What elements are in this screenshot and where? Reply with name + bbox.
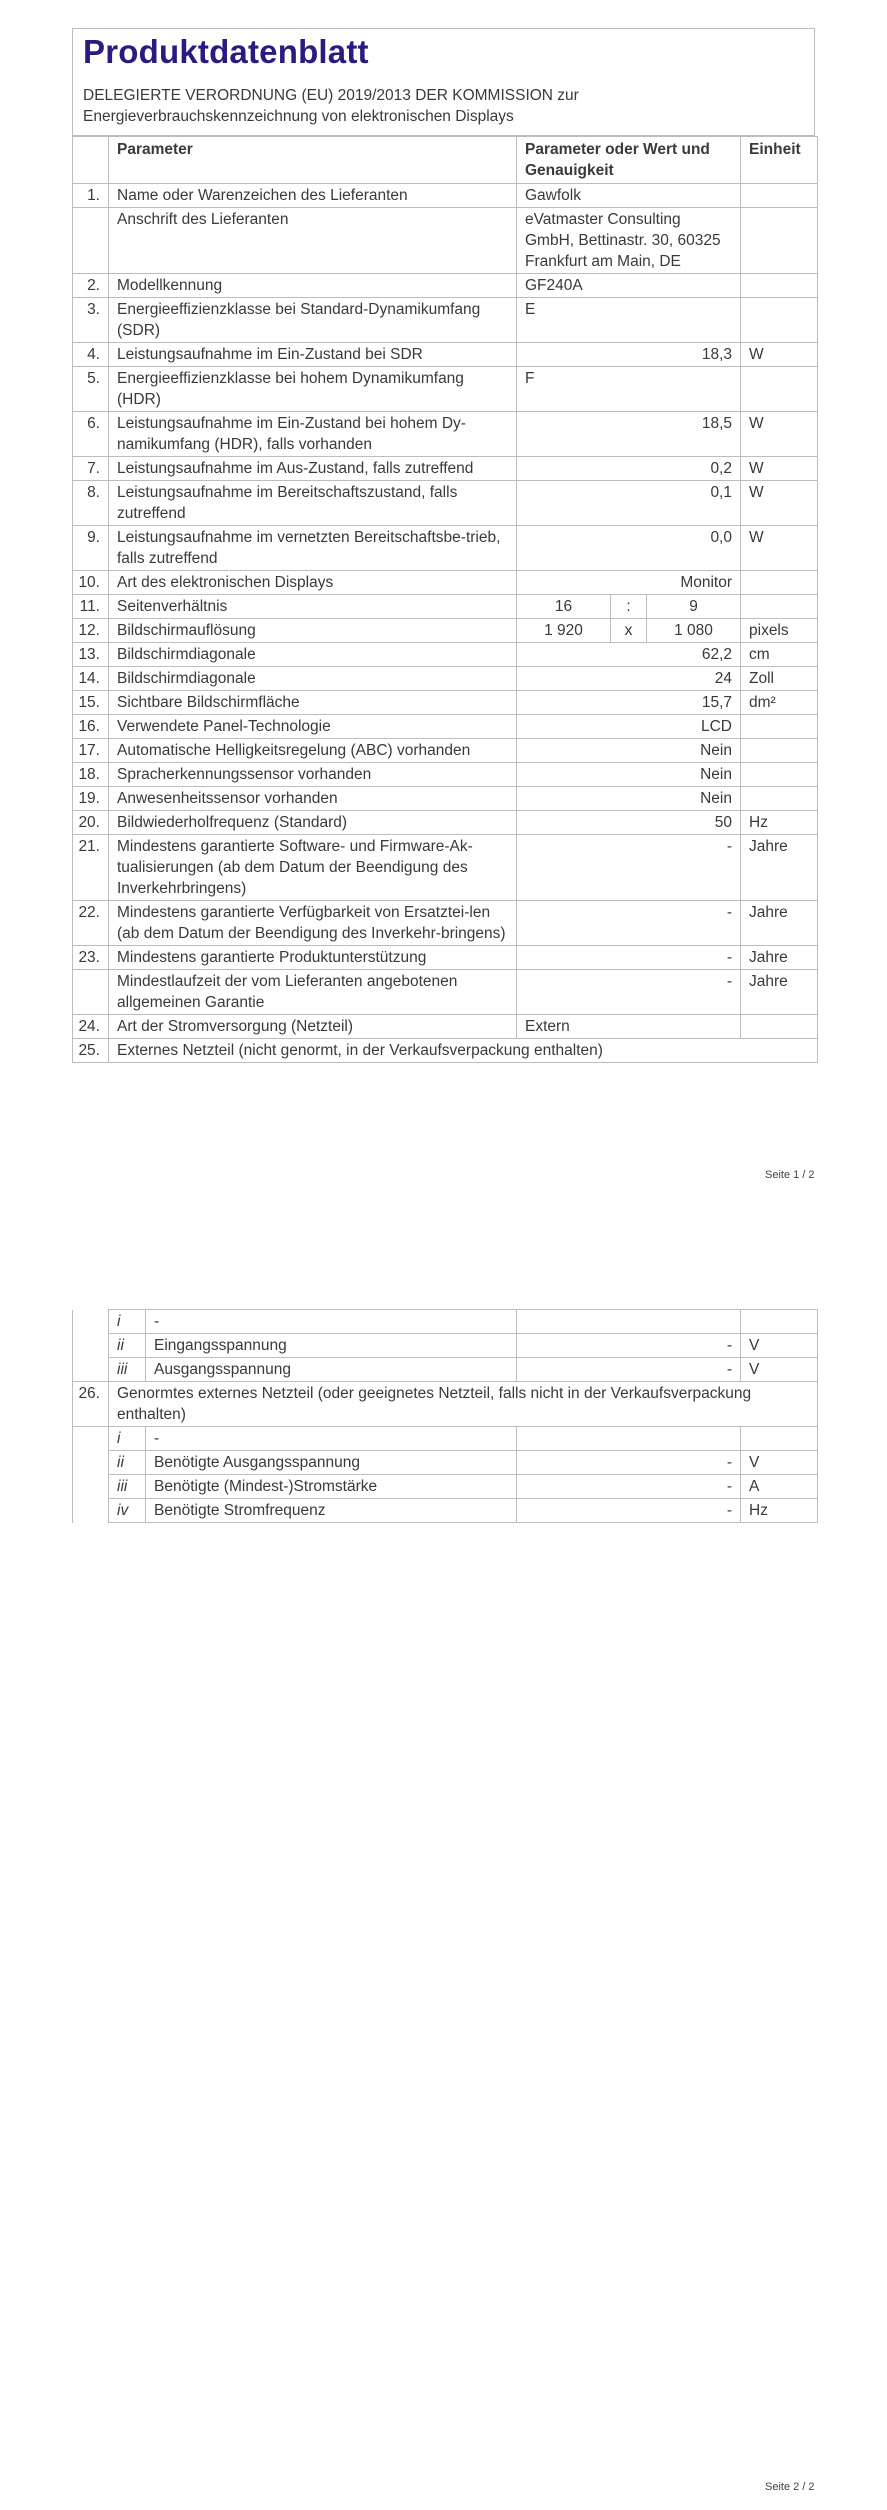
table-row	[73, 763, 818, 787]
table-row	[73, 274, 818, 298]
table-row	[73, 571, 818, 595]
row-number: 20.	[73, 811, 109, 835]
table-row	[73, 835, 818, 901]
sub-index: i	[109, 1427, 146, 1451]
row-parameter: Verwendete Panel-Technologie	[109, 715, 517, 739]
row-number: 5.	[73, 367, 109, 412]
sub-row	[73, 1499, 818, 1523]
row-unit: Jahre	[741, 835, 818, 901]
sub-index: iv	[109, 1499, 146, 1523]
row-number	[73, 1358, 109, 1382]
row-unit	[741, 184, 818, 208]
table-row	[73, 715, 818, 739]
table-header-row	[73, 137, 818, 184]
table-row	[73, 1382, 818, 1427]
row-value: Nein	[517, 763, 741, 787]
row-number	[73, 1334, 109, 1358]
sub-index: ii	[109, 1451, 146, 1475]
row-value: 18,3	[517, 343, 741, 367]
row-unit	[741, 1310, 818, 1334]
datasheet-table-page2	[72, 1309, 818, 1523]
sub-index: iii	[109, 1475, 146, 1499]
row-unit: Jahre	[741, 970, 818, 1015]
row-unit: dm²	[741, 691, 818, 715]
row-parameter: -	[146, 1427, 517, 1451]
sub-row	[73, 1427, 818, 1451]
row-parameter: Leistungsaufnahme im vernetzten Bereitschaftsbe-trieb, falls zutreffend	[109, 526, 517, 571]
header-parameter: Parameter	[109, 137, 517, 184]
row-parameter: Benötigte (Mindest-)Stromstärke	[146, 1475, 517, 1499]
row-number: 24.	[73, 1015, 109, 1039]
row-number: 9.	[73, 526, 109, 571]
row-value: GF240A	[517, 274, 741, 298]
row-unit	[741, 787, 818, 811]
row-unit: A	[741, 1475, 818, 1499]
row-unit: Hz	[741, 1499, 818, 1523]
row-unit: W	[741, 457, 818, 481]
row-value: -	[517, 1451, 741, 1475]
sub-index: ii	[109, 1334, 146, 1358]
resolution-separator: x	[611, 619, 647, 643]
row-value: Extern	[517, 1015, 741, 1039]
row-number: 17.	[73, 739, 109, 763]
row-unit	[741, 763, 818, 787]
row-number: 12.	[73, 619, 109, 643]
row-parameter: Benötigte Stromfrequenz	[146, 1499, 517, 1523]
sub-row	[73, 1475, 818, 1499]
row-number	[73, 1310, 109, 1334]
row-unit: W	[741, 343, 818, 367]
row-value: -	[517, 901, 741, 946]
row-unit: V	[741, 1334, 818, 1358]
aspect-separator: :	[611, 595, 647, 619]
row-parameter: Eingangsspannung	[146, 1334, 517, 1358]
table-row	[73, 457, 818, 481]
row-number: 16.	[73, 715, 109, 739]
row-number: 26.	[73, 1382, 109, 1427]
datasheet-header	[72, 28, 815, 136]
table-row	[73, 1015, 818, 1039]
sub-row	[73, 1310, 818, 1334]
row-number: 10.	[73, 571, 109, 595]
row-parameter: Bildwiederholfrequenz (Standard)	[109, 811, 517, 835]
regulation-subtitle: DELEGIERTE VERORDNUNG (EU) 2019/2013 DER KOMMISSION zur Energieverbrauchskennzeichnung von elektronischen Displays	[83, 87, 579, 125]
page-number-2: Seite 2 / 2	[765, 2481, 815, 2493]
row-unit: Jahre	[741, 901, 818, 946]
page-title: Produktdatenblatt	[83, 33, 369, 70]
row-parameter: Spracherkennungssensor vorhanden	[109, 763, 517, 787]
row-parameter: Leistungsaufnahme im Ein-Zustand bei hohem Dy-namikumfang (HDR), falls vorhanden	[109, 412, 517, 457]
table-row	[73, 1039, 818, 1063]
row-parameter: Automatische Helligkeitsregelung (ABC) vorhanden	[109, 739, 517, 763]
sub-index: i	[109, 1310, 146, 1334]
row-parameter: Externes Netzteil (nicht genormt, in der Verkaufsverpackung enthalten)	[109, 1039, 818, 1063]
row-value: LCD	[517, 715, 741, 739]
row-unit: V	[741, 1358, 818, 1382]
row-value: 15,7	[517, 691, 741, 715]
row-parameter: Mindestlaufzeit der vom Lieferanten angebotenen allgemeinen Garantie	[109, 970, 517, 1015]
row-parameter: Modellkennung	[109, 274, 517, 298]
row-value: -	[517, 1499, 741, 1523]
row-unit: cm	[741, 643, 818, 667]
row-parameter: Art der Stromversorgung (Netzteil)	[109, 1015, 517, 1039]
row-value: -	[517, 835, 741, 901]
row-unit: W	[741, 481, 818, 526]
row-number	[73, 208, 109, 274]
row-unit	[741, 367, 818, 412]
row-number: 13.	[73, 643, 109, 667]
header-unit: Einheit	[741, 137, 818, 184]
header-value: Parameter oder Wert und Genauigkeit	[517, 137, 741, 184]
row-unit: W	[741, 526, 818, 571]
row-number: 21.	[73, 835, 109, 901]
table-row	[73, 739, 818, 763]
row-number: 1.	[73, 184, 109, 208]
row-number: 3.	[73, 298, 109, 343]
row-number: 14.	[73, 667, 109, 691]
table-row	[73, 343, 818, 367]
sub-row	[73, 1451, 818, 1475]
row-number: 23.	[73, 946, 109, 970]
table-row	[73, 208, 818, 274]
row-number: 25.	[73, 1039, 109, 1063]
row-parameter: Leistungsaufnahme im Aus-Zustand, falls zutreffend	[109, 457, 517, 481]
row-value: Gawfolk	[517, 184, 741, 208]
row-parameter: Ausgangsspannung	[146, 1358, 517, 1382]
row-unit: V	[741, 1451, 818, 1475]
row-parameter: Mindestens garantierte Produktunterstützung	[109, 946, 517, 970]
page-number: Seite 1 / 2	[765, 1169, 815, 1181]
row-number	[73, 1475, 109, 1499]
table-row	[73, 298, 818, 343]
row-parameter: Bildschirmdiagonale	[109, 667, 517, 691]
row-value: eVatmaster Consulting GmbH, Bettinastr. 30, 60325 Frankfurt am Main, DE	[517, 208, 741, 274]
row-value: -	[517, 970, 741, 1015]
table-row	[73, 367, 818, 412]
aspect-a: 16	[517, 595, 611, 619]
row-unit: Zoll	[741, 667, 818, 691]
table-row	[73, 184, 818, 208]
header-num-cell	[73, 137, 109, 184]
row-value: 24	[517, 667, 741, 691]
row-number: 4.	[73, 343, 109, 367]
row-value: 0,2	[517, 457, 741, 481]
row-parameter: Mindestens garantierte Verfügbarkeit von Ersatztei-len (ab dem Datum der Beendigung des Inverkehr-bringens)	[109, 901, 517, 946]
row-number: 2.	[73, 274, 109, 298]
row-unit	[741, 298, 818, 343]
table-row	[73, 691, 818, 715]
row-number: 18.	[73, 763, 109, 787]
row-parameter: -	[146, 1310, 517, 1334]
row-value	[517, 1427, 741, 1451]
table-row	[73, 667, 818, 691]
row-value	[517, 1310, 741, 1334]
row-value: Nein	[517, 787, 741, 811]
row-number: 6.	[73, 412, 109, 457]
row-unit	[741, 571, 818, 595]
row-parameter: Benötigte Ausgangsspannung	[146, 1451, 517, 1475]
resolution-height: 1 080	[647, 619, 741, 643]
row-number: 7.	[73, 457, 109, 481]
row-number: 11.	[73, 595, 109, 619]
table-row	[73, 412, 818, 457]
row-unit	[741, 1427, 818, 1451]
row-parameter: Seitenverhältnis	[109, 595, 517, 619]
row-value: -	[517, 1334, 741, 1358]
row-unit: Hz	[741, 811, 818, 835]
row-unit	[741, 274, 818, 298]
sub-index: iii	[109, 1358, 146, 1382]
row-parameter: Name oder Warenzeichen des Lieferanten	[109, 184, 517, 208]
table-row	[73, 901, 818, 946]
row-value: 50	[517, 811, 741, 835]
row-number	[73, 970, 109, 1015]
row-number: 22.	[73, 901, 109, 946]
table-row-aspect	[73, 595, 818, 619]
row-unit: pixels	[741, 619, 818, 643]
table-row	[73, 970, 818, 1015]
row-value: 62,2	[517, 643, 741, 667]
row-unit: Jahre	[741, 946, 818, 970]
row-parameter: Genormtes externes Netzteil (oder geeignetes Netzteil, falls nicht in der Verkaufsverpackung enthalten)	[109, 1382, 818, 1427]
row-value: Monitor	[517, 571, 741, 595]
sub-row	[73, 1358, 818, 1382]
row-unit	[741, 715, 818, 739]
table-row	[73, 946, 818, 970]
table-row	[73, 811, 818, 835]
row-parameter: Anwesenheitssensor vorhanden	[109, 787, 517, 811]
row-parameter: Art des elektronischen Displays	[109, 571, 517, 595]
row-parameter: Bildschirmdiagonale	[109, 643, 517, 667]
row-value: F	[517, 367, 741, 412]
row-number	[73, 1451, 109, 1475]
resolution-width: 1 920	[517, 619, 611, 643]
row-value: 0,1	[517, 481, 741, 526]
row-parameter: Leistungsaufnahme im Bereitschaftszustand, falls zutreffend	[109, 481, 517, 526]
row-parameter: Energieeffizienzklasse bei Standard-Dynamikumfang (SDR)	[109, 298, 517, 343]
datasheet-table	[72, 136, 818, 1063]
row-unit: W	[741, 412, 818, 457]
row-value: 0,0	[517, 526, 741, 571]
row-unit	[741, 1015, 818, 1039]
row-number	[73, 1427, 109, 1451]
row-unit	[741, 595, 818, 619]
row-value: Nein	[517, 739, 741, 763]
table-row	[73, 643, 818, 667]
row-unit	[741, 208, 818, 274]
row-number: 19.	[73, 787, 109, 811]
table-row	[73, 481, 818, 526]
row-parameter: Leistungsaufnahme im Ein-Zustand bei SDR	[109, 343, 517, 367]
row-number: 15.	[73, 691, 109, 715]
row-value: 18,5	[517, 412, 741, 457]
row-value: -	[517, 946, 741, 970]
row-parameter: Mindestens garantierte Software- und Firmware-Ak-tualisierungen (ab dem Datum der Beendigung des Inverkehrbringens)	[109, 835, 517, 901]
row-number	[73, 1499, 109, 1523]
row-value: -	[517, 1475, 741, 1499]
row-parameter: Sichtbare Bildschirmfläche	[109, 691, 517, 715]
row-value: E	[517, 298, 741, 343]
table-row-resolution	[73, 619, 818, 643]
aspect-b: 9	[647, 595, 741, 619]
row-value: -	[517, 1358, 741, 1382]
row-number: 8.	[73, 481, 109, 526]
row-parameter: Bildschirmauflösung	[109, 619, 517, 643]
row-unit	[741, 739, 818, 763]
table-row	[73, 787, 818, 811]
table-row	[73, 526, 818, 571]
row-parameter: Anschrift des Lieferanten	[109, 208, 517, 274]
row-parameter: Energieeffizienzklasse bei hohem Dynamikumfang (HDR)	[109, 367, 517, 412]
sub-row	[73, 1334, 818, 1358]
